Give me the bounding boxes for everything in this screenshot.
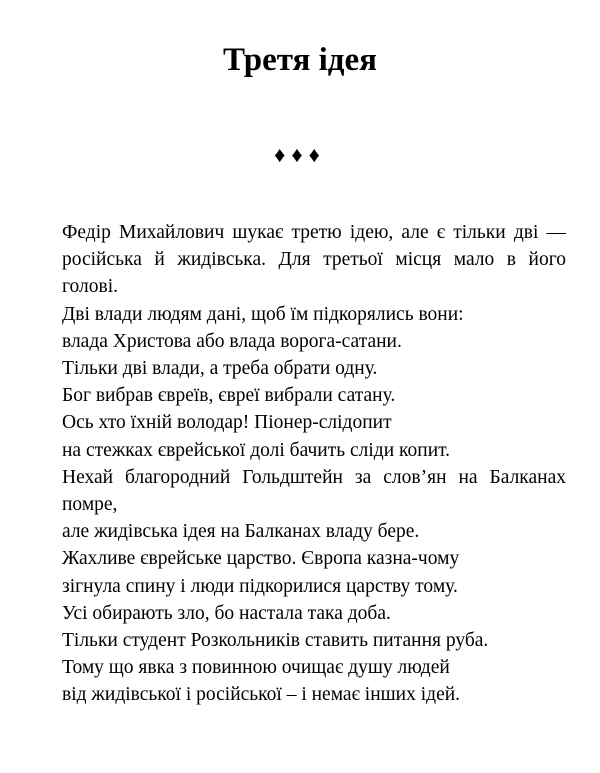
text-line: Тільки студент Розкольників ставить питання руба. [62, 630, 489, 652]
text-line: Тому що явка з повинною очищає душу людей [62, 657, 450, 679]
text-line: Усі обирають зло, бо настала така доба. [62, 602, 391, 624]
text-line: Федір Михайлович шукає третю ідею, але є тільки дві — [62, 222, 566, 243]
text-line: влада Христова або влада ворога-сатани. [62, 330, 402, 352]
page-title: Третя ідея [223, 42, 377, 78]
text-line: від жидівської і російської – і немає інших ідей. [62, 684, 461, 706]
diamond-ornament-icon: ♦♦♦ [274, 142, 326, 167]
text-line: Жахливе єврейське царство. Європа казна-чому [62, 548, 460, 570]
text-line: зігнула спину і люди підкорилися царству тому. [62, 575, 458, 597]
text-line: Ось хто їхній володар! Піонер-слідопит [62, 412, 392, 434]
text-line: Бог вибрав євреїв, євреї вибрали сатану. [62, 385, 396, 407]
text-line: але жидівська ідея на Балканах владу бере. [62, 521, 420, 543]
text-line: російська й жидівська. Для третьої місця мало в його [62, 249, 566, 271]
text-line: на стежках єврейської долі бачить сліди копит. [62, 439, 451, 461]
text-line: голові. [62, 276, 118, 298]
text-line: помре, [62, 494, 118, 516]
text-line: Дві влади людям дані, щоб їм підкорялись вони: [62, 303, 464, 325]
text-line: Нехай благородний Гольдштейн за слов’ян на Балканах [62, 466, 566, 488]
poem-body [62, 219, 566, 709]
text-line: Тільки дві влади, а треба обрати одну. [62, 358, 378, 380]
